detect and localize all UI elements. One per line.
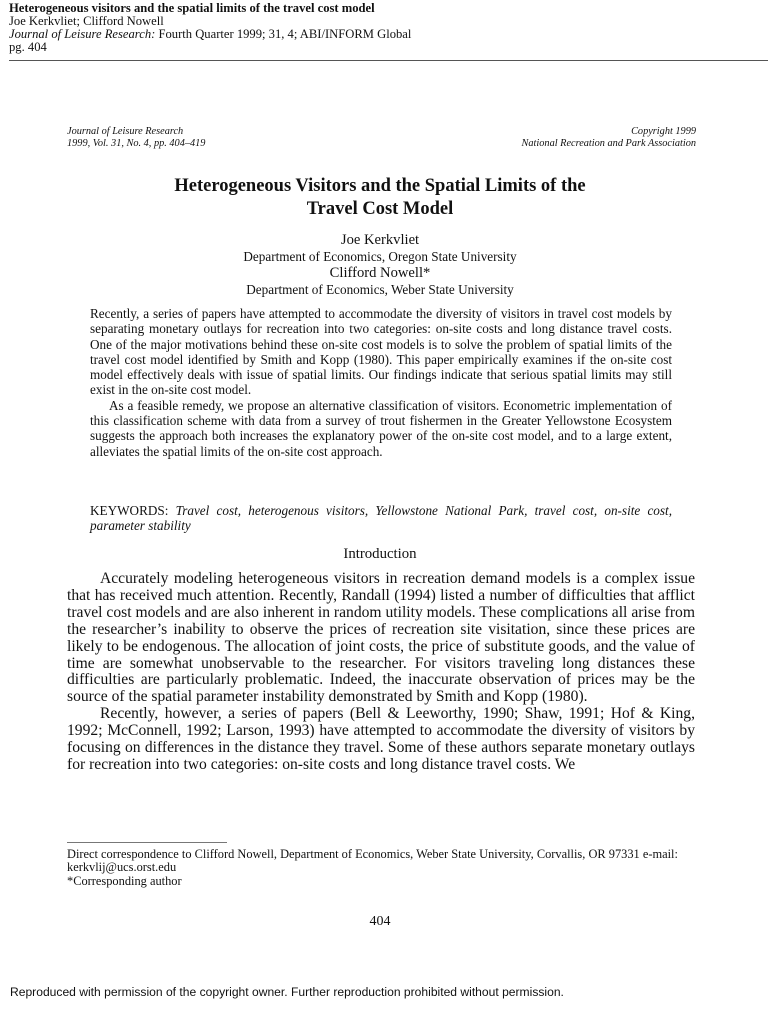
database-source — [9, 28, 759, 41]
database-journal: Journal of Leisure Research: — [9, 27, 156, 41]
article-title-line-2: Travel Cost Model — [306, 199, 454, 219]
corresponding-author-note: *Corresponding author — [67, 873, 182, 888]
author-block — [60, 232, 700, 297]
database-page: pg. 404 — [9, 40, 47, 54]
affiliation-2: Department of Economics, Weber State University — [246, 281, 514, 297]
database-authors: Joe Kerkvliet; Clifford Nowell — [9, 14, 164, 28]
author-2: Clifford Nowell* — [329, 264, 431, 281]
abstract-paragraph-1: Recently, a series of papers have attempted to accommodate the diversity of visitors in travel cost models by separating monetary outlays for recreation into two categories: on-site costs and long distance travel costs. One of the major motivations behind these on-site cost models is to solve the problem of spatial limits of the travel cost model identified by Smith and Kopp (1980). This paper empirically examines if the on-site cost model effectively deals with issue of spatial limits. Our findings indicate that serious spatial limits may still exist in the on-site cost model. — [90, 306, 672, 398]
affiliation-1: Department of Economics, Oregon State University — [243, 249, 517, 264]
introduction-body — [67, 571, 695, 774]
article-title — [60, 175, 700, 221]
footnote-divider — [67, 842, 227, 843]
keywords-label: KEYWORDS: — [90, 503, 169, 518]
association-name: National Recreation and Park Association — [521, 138, 696, 149]
database-header — [9, 2, 759, 54]
abstract — [90, 306, 672, 459]
section-heading-introduction: Introduction — [343, 546, 417, 562]
copyright-line: Copyright 1999 — [631, 126, 696, 137]
article-title-line-1: Heterogeneous Visitors and the Spatial Limits of the — [174, 176, 586, 196]
abstract-paragraph-2: As a feasible remedy, we propose an alternative classification of visitors. Econometric implementation of this classification scheme with data from a survey of trout fishermen in the Greater Yellowstone Ecosystem suggests the approach both increases the explanatory power of the on-site cost model, and to a large extent, alleviates the spatial limits of the on-site cost approach. — [90, 397, 672, 459]
page-number: 404 — [369, 914, 391, 929]
journal-name: Journal of Leisure Research — [67, 126, 184, 137]
reproduction-notice: Reproduced with permission of the copyright owner. Further reproduction prohibited without permission. — [10, 985, 564, 999]
correspondence-note: Direct correspondence to Clifford Nowell, Department of Economics, Weber State University, Corvallis, OR 97331 e-mail: kerkvlij@ucs.orst.edu — [67, 847, 678, 875]
footnotes — [67, 848, 697, 888]
database-issue: Fourth Quarter 1999; 31, 4; ABI/INFORM Global — [155, 27, 412, 41]
body-paragraph-2: Recently, however, a series of papers (Bell & Leeworthy, 1990; Shaw, 1991; Hof & King, 1992; McConnell, 1992; Larson, 1993) have attempted to accommodate the diversity of visitors by focusing on differences in the distance they travel. Some of these authors separate monetary outlays for recreation into two categories: on-site costs and long distance travel costs. We — [67, 705, 695, 773]
running-head-left — [67, 126, 205, 150]
keywords-list: Travel cost, heterogenous visitors, Yellowstone National Park, travel cost, on-site cost, parameter stability — [90, 503, 672, 534]
running-head-right — [522, 126, 696, 150]
header-divider — [9, 60, 768, 61]
body-paragraph-1: Accurately modeling heterogeneous visitors in recreation demand models is a complex issue that has received much attention. Recently, Randall (1994) listed a number of difficulties that afflict travel cost models and are also inherent in random utility models. These complications all arise from the researcher’s inability to observe the prices of recreation site visitation, since these prices are likely to be endogenous. The allocation of joint costs, the price of substitute goods, and the value of time are somewhat unobservable to the researcher. For visitors traveling long distances these difficulties are particularly problematic. Indeed, the inaccurate observation of prices may be the source of the spatial parameter instability demonstrated by Smith and Kopp (1980). — [67, 570, 695, 706]
author-1: Joe Kerkvliet — [340, 232, 420, 248]
database-article-title: Heterogeneous visitors and the spatial limits of the travel cost model — [9, 1, 375, 15]
keywords — [90, 503, 672, 534]
journal-citation: 1999, Vol. 31, No. 4, pp. 404–419 — [67, 138, 206, 149]
